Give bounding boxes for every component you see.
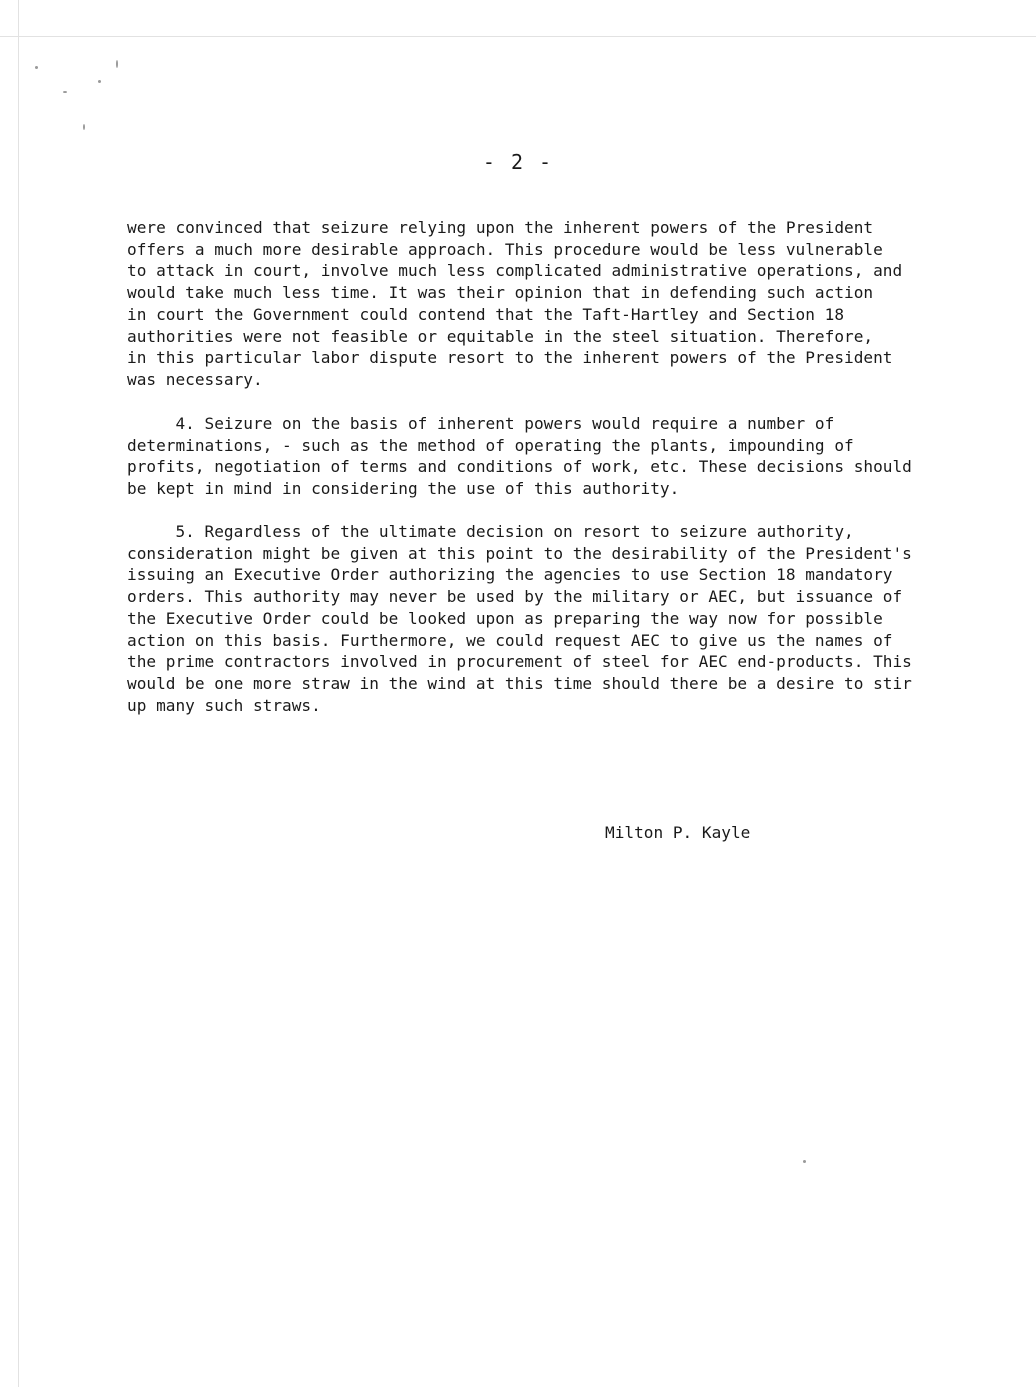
text-line: would take much less time. It was their opinion that in defending such action: [127, 283, 874, 303]
text-line: authorities were not feasible or equitable in the steel situation. Therefore,: [127, 326, 874, 346]
paragraph-5: [127, 521, 1007, 716]
scan-edge: [0, 36, 1036, 37]
text-line: the Executive Order could be looked upon as preparing the way now for possible: [127, 608, 883, 628]
text-line: profits, negotiation of terms and conditions of work, etc. These decisions should: [127, 457, 912, 477]
text-line: the prime contractors involved in procurement of steel for AEC end-products. This: [127, 652, 912, 672]
text-line: issuing an Executive Order authorizing the agencies to use Section 18 mandatory: [127, 565, 893, 585]
text-line: 4. Seizure on the basis of inherent powers would require a number of: [127, 414, 835, 433]
text-line: in court the Government could contend that the Taft-Hartley and Section 18: [127, 304, 845, 324]
text-line: up many such straws.: [127, 695, 321, 715]
scan-speck: [35, 66, 38, 69]
paragraph-1: [127, 217, 1007, 391]
text-line: offers a much more desirable approach. This procedure would be less vulnerable: [127, 239, 883, 259]
text-line: were convinced that seizure relying upon the inherent powers of the President: [127, 218, 874, 237]
signature-name: Milton P. Kayle: [605, 823, 751, 842]
page-number: - 2 -: [482, 150, 554, 174]
text-line: would be one more straw in the wind at this time should there be a desire to stir: [127, 673, 912, 693]
scan-speck: [83, 124, 85, 130]
text-line: 5. Regardless of the ultimate decision on resort to seizure authority,: [127, 522, 854, 541]
scan-speck: [116, 60, 118, 68]
scan-speck: [98, 80, 101, 83]
paragraph-4: [127, 413, 1007, 500]
scan-speck: [803, 1160, 806, 1163]
text-line: to attack in court, involve much less complicated administrative operations, and: [127, 261, 903, 281]
text-line: in this particular labor dispute resort to the inherent powers of the President: [127, 348, 893, 368]
text-line: action on this basis. Furthermore, we could request AEC to give us the names of: [127, 630, 893, 650]
text-line: determinations, - such as the method of operating the plants, impounding of: [127, 435, 854, 455]
scan-edge: [18, 0, 19, 1387]
text-line: orders. This authority may never be used by the military or AEC, but issuance of: [127, 587, 903, 607]
scan-speck: [63, 91, 67, 93]
text-line: be kept in mind in considering the use of this authority.: [127, 479, 680, 499]
text-line: was necessary.: [127, 369, 263, 389]
text-line: consideration might be given at this point to the desirability of the President's: [127, 543, 912, 563]
